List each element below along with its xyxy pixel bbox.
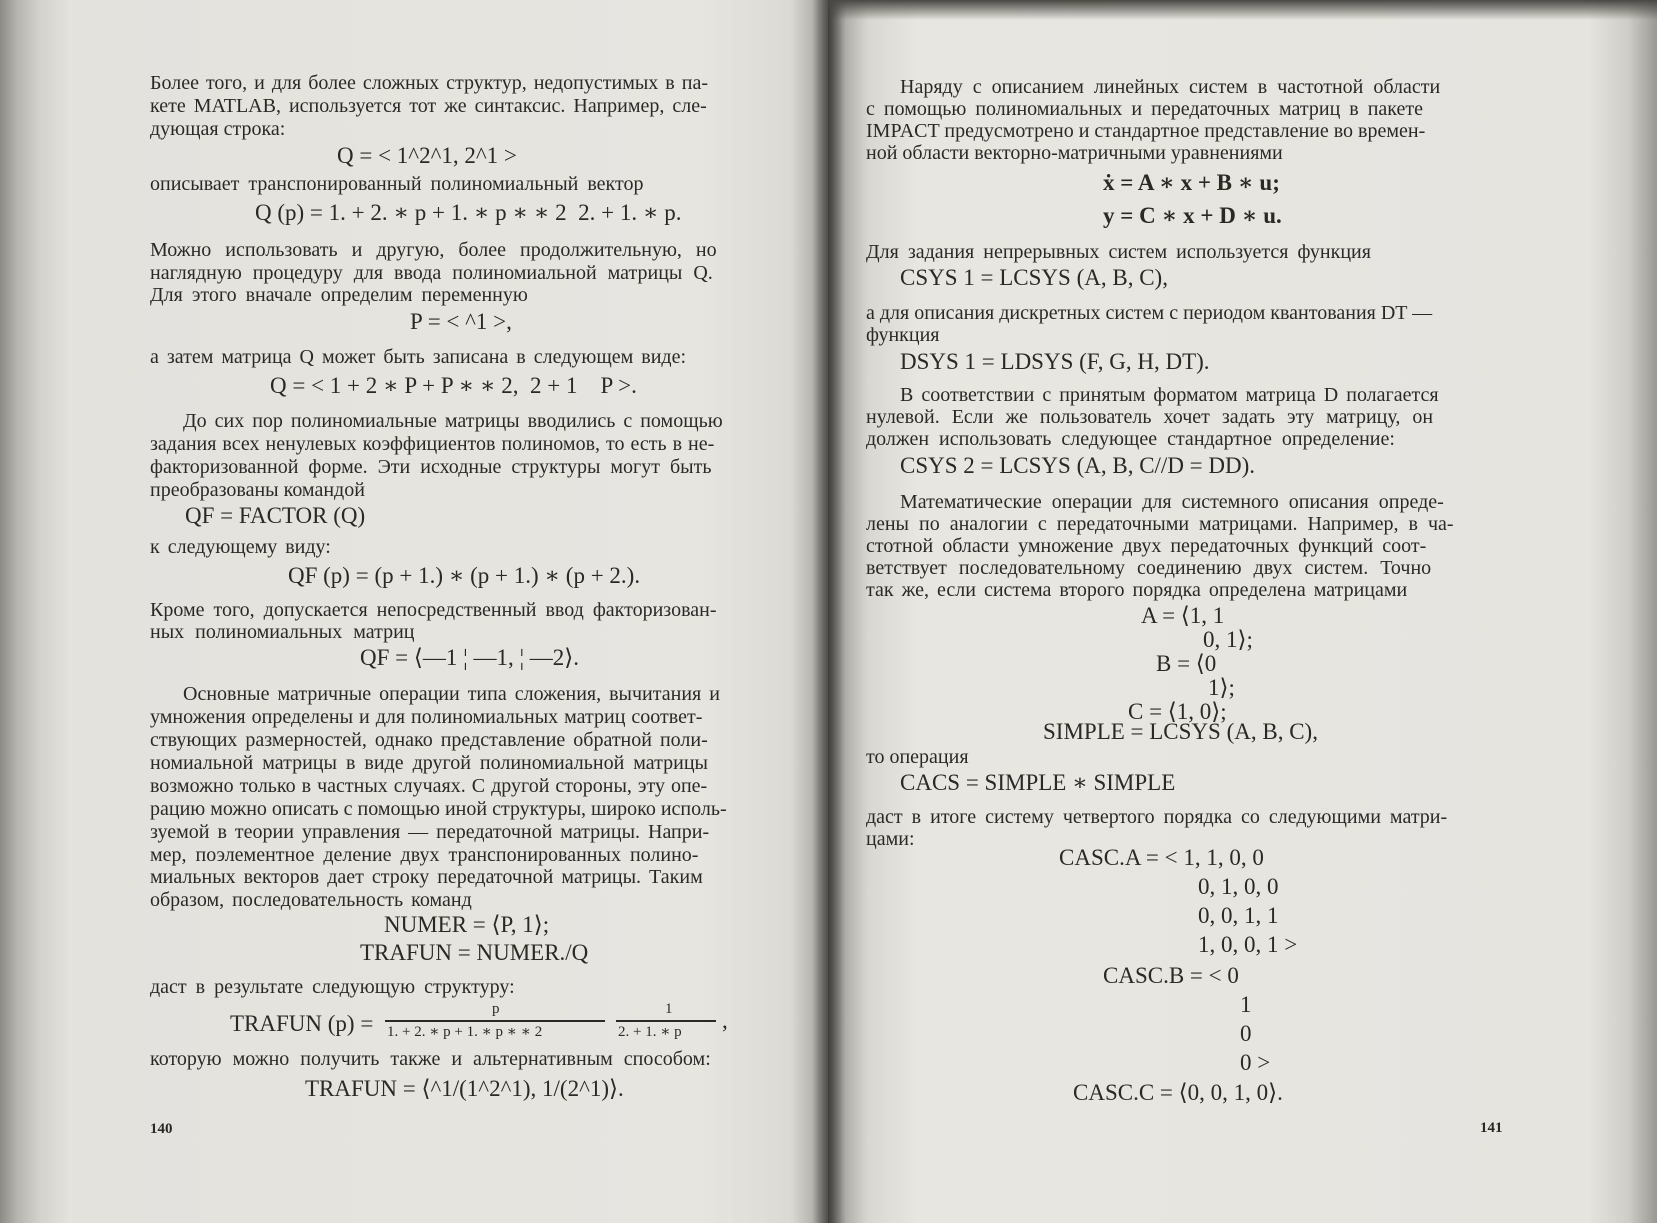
text-line: функция [866, 324, 940, 346]
formula: QF = FACTOR (Q) [185, 503, 366, 528]
text-line: Математические операции для системного описания опреде- [900, 491, 1444, 513]
formula: 0, 1, 0, 0 [1198, 874, 1279, 899]
formula: QF = ⟨—1 ¦ —1, ¦ —2⟩. [360, 645, 580, 670]
text-line: умножения определены и для полиномиальных матриц соответ- [150, 706, 703, 728]
page-number: 141 [1480, 1120, 1503, 1136]
formula: ẋ = A ∗ x + B ∗ u; [1103, 170, 1280, 195]
formula: DSYS 1 = LDSYS (F, G, H, DT). [900, 349, 1210, 374]
fraction-numerator: 1 [665, 1001, 673, 1017]
text-line: Можно использовать и другую, более продолжительную, но [150, 239, 717, 261]
text-line: миальных векторов дает строку передаточной матрицы. Таким [150, 866, 703, 888]
text-line: нулевой. Если же пользователь хочет задать эту матрицу, он [866, 406, 1434, 428]
formula: 0, 1⟩; [1203, 627, 1253, 652]
formula: P = < ^1 >, [410, 309, 512, 334]
fraction-bar [616, 1020, 716, 1022]
formula: Q = < 1^2^1, 2^1 > [337, 143, 517, 168]
text-line: кете MATLAB, используется тот же синтаксис. Например, сле- [150, 95, 707, 117]
text-line: возможно только в частных случаях. С другой стороны, эту опе- [150, 775, 708, 797]
text-line: мер, поэлементное деление двух транспонированных полино- [150, 844, 699, 866]
formula: 1⟩; [1208, 675, 1235, 700]
fraction-numerator: p [492, 1001, 500, 1017]
text-line: к следующему виду: [150, 536, 331, 558]
text-line: ветствует последовательному соединению двух систем. Точно [866, 557, 1432, 579]
text-line: так же, если система второго порядка определена матрицами [866, 579, 1408, 601]
text-line: должен использовать следующее стандартное определение: [866, 428, 1395, 450]
text-line: Для задания непрерывных систем используется функция [866, 241, 1371, 263]
formula: Q = < 1 + 2 ∗ P + P ∗ ∗ 2, 2 + 1 P >. [270, 373, 637, 398]
book-spine-shadow [812, 0, 846, 1223]
text-line: IMPACT предусмотрено и стандартное представление во времен- [866, 120, 1426, 142]
text-line: описывает транспонированный полиномиальный вектор [150, 173, 644, 195]
text-line: наглядную процедуру для ввода полиномиальной матрицы Q. [150, 262, 713, 284]
formula: CSYS 2 = LCSYS (A, B, C//D = DD). [900, 453, 1256, 478]
formula: CASC.C = ⟨0, 0, 1, 0⟩. [1073, 1080, 1283, 1105]
text-line: Кроме того, допускается непосредственный ввод факторизован- [150, 599, 717, 621]
formula: 0, 0, 1, 1 [1198, 903, 1279, 928]
formula: QF (p) = (p + 1.) ∗ (p + 1.) ∗ (p + 2.). [288, 563, 641, 588]
text-line: которую можно получить также и альтернативным способом: [150, 1048, 711, 1070]
formula: SIMPLE = LCSYS (A, B, C), [1043, 719, 1318, 744]
text-line: дующая строка: [150, 118, 286, 140]
formula: NUMER = ⟨P, 1⟩; [384, 912, 550, 937]
text-line: преобразованы командой [150, 479, 365, 501]
fraction-denominator: 2. + 1. ∗ p [618, 1024, 682, 1040]
text-line: образом, последовательность команд [150, 889, 472, 911]
text-line: Наряду с описанием линейных систем в частотной области [900, 76, 1441, 98]
text-line: номиальной матрицы в виде другой полиномиальной матрицы [150, 752, 708, 774]
text-line: ной области векторно-матричными уравнениями [866, 142, 1283, 164]
text-line: даст в результате следующую структуру: [150, 976, 515, 998]
fraction-denominator: 1. + 2. ∗ p + 1. ∗ p ∗ ∗ 2 [387, 1024, 543, 1040]
formula: 1, 0, 0, 1 > [1198, 932, 1298, 957]
formula: CASC.A = < 1, 1, 0, 0 [1059, 845, 1264, 870]
text-line: рацию можно описать с помощью иной структуры, широко исполь- [150, 798, 727, 820]
text-line: факторизованной форме. Эти исходные структуры могут быть [150, 456, 712, 478]
formula: B = ⟨0 [1156, 651, 1217, 676]
formula: CSYS 1 = LCSYS (A, B, C), [900, 265, 1168, 290]
comma: , [722, 1008, 728, 1033]
formula: 1 [1240, 992, 1252, 1017]
text-line: задания всех ненулевых коэффициентов полиномов, то есть в не- [150, 433, 715, 455]
text-line: В соответствии с принятым форматом матрица D полагается [900, 384, 1439, 406]
text-line: Более того, и для более сложных структур, недопустимых в па- [150, 72, 708, 94]
text-line: цами: [866, 828, 915, 850]
fraction-bar [385, 1020, 605, 1022]
formula: C = ⟨1, 0⟩; [1128, 699, 1227, 724]
formula: CACS = SIMPLE ∗ SIMPLE [900, 770, 1176, 795]
text-line: зуемой в теории управления — передаточной матрицы. Напри- [150, 821, 710, 843]
page-top-shadow [828, 0, 1657, 20]
formula: 0 > [1240, 1050, 1271, 1075]
text-line: лены по аналогии с передаточными матрицами. Например, в ча- [866, 513, 1454, 535]
text-line: ных полиномиальных матриц [150, 621, 415, 643]
right-page [828, 0, 1657, 1223]
text-line: а для описания дискретных систем с периодом квантования DT — [866, 302, 1433, 324]
formula: TRAFUN = ⟨^1/(1^2^1), 1/(2^1)⟩. [305, 1076, 624, 1101]
text-line: даст в итоге систему четвертого порядка со следующими матри- [866, 806, 1448, 828]
formula: 0 [1240, 1021, 1252, 1046]
text-line: ствующих размерностей, однако представление обратной поли- [150, 729, 708, 751]
text-line: с помощью полиномиальных и передаточных матриц в пакете [866, 98, 1424, 120]
page-number: 140 [150, 1121, 173, 1137]
text-line: До сих пор полиномиальные матрицы вводились с помощью [183, 410, 723, 432]
left-page [0, 0, 828, 1223]
text-line: а затем матрица Q может быть записана в следующем виде: [150, 346, 687, 368]
text-line: Основные матричные операции типа сложения, вычитания и [183, 683, 720, 705]
formula: A = ⟨1, 1 [1141, 603, 1225, 628]
text-line: стотной области умножение двух передаточных функций соот- [866, 535, 1427, 557]
formula: y = C ∗ x + D ∗ u. [1103, 203, 1282, 228]
formula: TRAFUN (p) = [230, 1011, 374, 1036]
text-line: Для этого вначале определим переменную [150, 284, 528, 306]
text-line: то операция [866, 746, 969, 768]
formula: CASC.B = < 0 [1103, 963, 1239, 988]
formula: TRAFUN = NUMER./Q [360, 940, 589, 965]
formula: Q (p) = 1. + 2. ∗ p + 1. ∗ p ∗ ∗ 2 2. + 1. ∗ p. [255, 200, 682, 225]
